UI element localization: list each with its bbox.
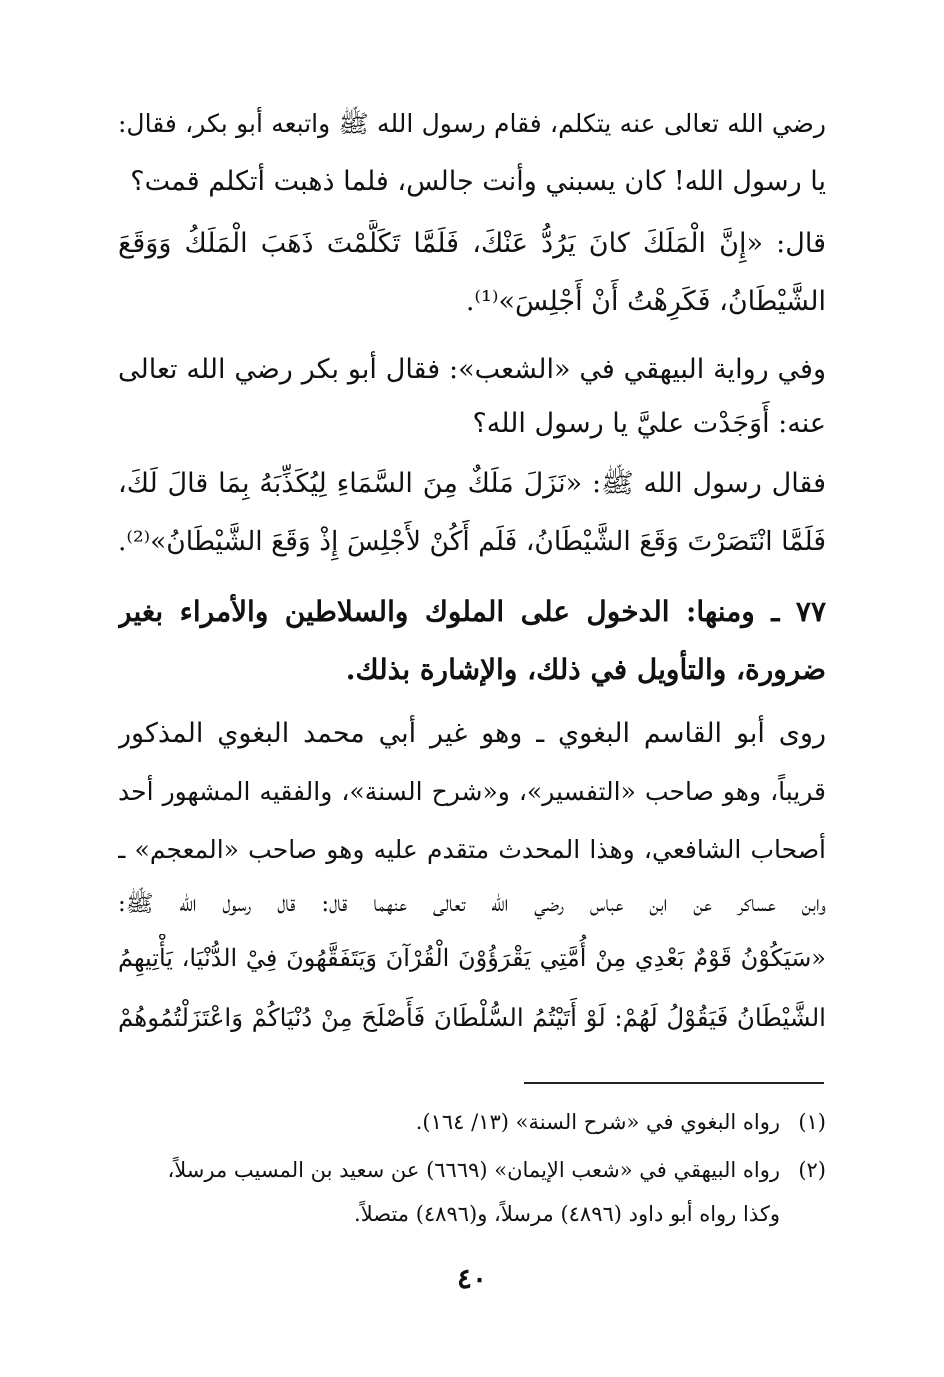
body-line-7: فقال رسول الله ﷺ: «نَزَلَ مَلَكٌ مِنَ السَّمَاءِ لِيُكَذِّبَهُ بِمَا قالَ لَكَ، (118, 468, 826, 499)
footnote-1-number: (١) (798, 1110, 826, 1134)
body-line-5: وفي رواية البيهقي في «الشعب»: فقال أبو بكر رضي الله تعالى (118, 354, 826, 385)
footnote-2 (118, 1152, 826, 1192)
body-line-8: فَلَمَّا انْتَصَرْتَ وَقَعَ الشَّيْطَانُ، فَلَم أَكُنْ لأَجْلِسَ إِذْ وَقَعَ الشَّيْطَانُ»⁽²⁾. (118, 526, 826, 557)
body-line-2: يا رسول الله! كان يسبني وأنت جالس، فلما ذهبت أتكلم قمت؟ (130, 166, 826, 197)
body-line-3: قال: «إِنَّ الْمَلَكَ كانَ يَرُدُّ عَنْكَ، فَلَمَّا تَكَلَّمْتَ ذَهَبَ الْمَلَكُ وَوَقَعَ (118, 228, 826, 259)
body-line-12: وابن عساكر عن ابن عباس رضي الله تعالى عنهما قال: قال رسول الله ﷺ: (118, 891, 826, 917)
footnote-separator (524, 1082, 824, 1084)
hadith-line-2: الشَّيْطَانُ فَيَقُوْلُ لَهُمْ: لَوْ أَتَيْتُمُ السُّلْطَانَ فَأَصْلَحَ مِنْ دُنْيَاكُمْ وَاعْتَزَلْتُمُوهُمْ (118, 1003, 826, 1032)
footnote-2-text-line-2: وكذا رواه أبو داود (٤٨٩٦) مرسلاً، و(٤٨٩٦) متصلاً. (354, 1202, 780, 1226)
page-number: ٤٠ (456, 1262, 488, 1295)
footnote-1 (118, 1104, 826, 1144)
footnote-1-text: رواه البغوي في «شرح السنة» (١٣/ ١٦٤). (415, 1110, 780, 1134)
body-line-1: رضي الله تعالى عنه يتكلم، فقام رسول الله ﷺ واتبعه أبو بكر، فقال: (118, 109, 826, 138)
body-line-9: روى أبو القاسم البغوي ـ وهو غير أبي محمد البغوي المذكور (118, 718, 826, 749)
body-line-10: قريباً، وهو صاحب «التفسير»، و«شرح السنة»، والفقيه المشهور أحد (118, 777, 826, 806)
section-heading-line-1: ٧٧ ـ ومنها: الدخول على الملوك والسلاطين والأمراء بغير (118, 595, 826, 628)
footnote-2-number: (٢) (798, 1158, 826, 1182)
body-line-6: عنه: أَوَجَدْت عليَّ يا رسول الله؟ (472, 408, 826, 439)
footnote-2-text-line-1: رواه البيهقي في «شعب الإيمان» (٦٦٦٩) عن سعيد بن المسيب مرسلاً، (167, 1158, 780, 1182)
body-line-4: الشَّيْطَانُ، فَكَرِهْتُ أَنْ أَجْلِسَ»⁽¹⁾. (465, 286, 826, 317)
section-heading-line-2: ضرورة، والتأويل في ذلك، والإشارة بذلك. (345, 653, 826, 686)
footnote-2-continuation (118, 1196, 826, 1236)
body-line-11: أصحاب الشافعي، وهذا المحدث متقدم عليه وهو صاحب «المعجم» ـ (118, 835, 826, 864)
hadith-line-1: «سَيَكُوْنُ قَوْمٌ بَعْدِي مِنْ أُمَّتِي يَقْرَؤُوْنَ الْقُرْآنَ وَيَتَفَقَّهُونَ فِيْ الدُّنْيَا، يَأْتِيهِمُ (118, 944, 826, 972)
